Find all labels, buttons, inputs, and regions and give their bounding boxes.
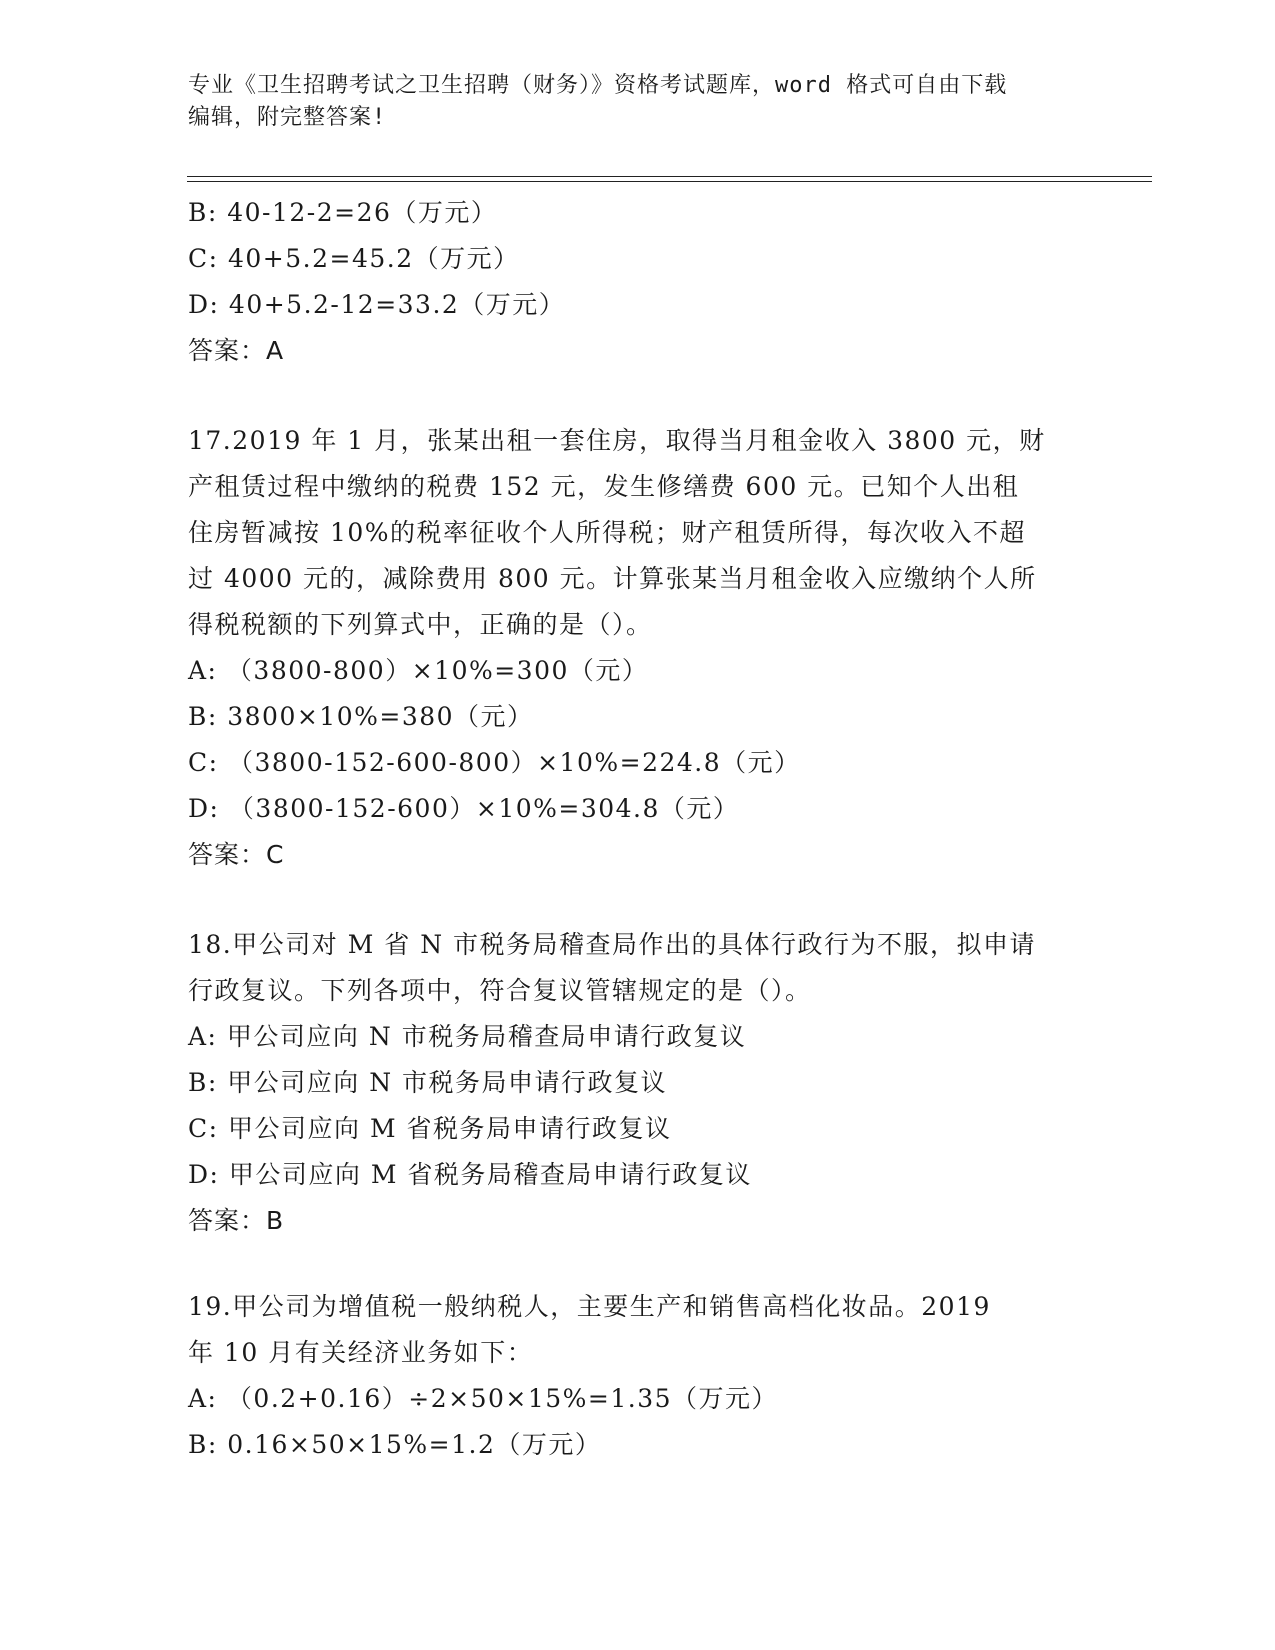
header-line-1: 专业《卫生招聘考试之卫生招聘（财务）》资格考试题库，word 格式可自由下载 bbox=[188, 73, 1008, 98]
q17-answer: 答案：C bbox=[188, 840, 285, 869]
q17-stem-line: 得税税额的下列算式中，正确的是（）。 bbox=[188, 610, 653, 639]
q17-option-a: A: （3800-800）×10%=300（元） bbox=[188, 656, 649, 685]
q18-answer: 答案：B bbox=[188, 1206, 285, 1235]
q19-stem-line: 19.甲公司为增值税一般纳税人，主要生产和销售高档化妆品。2019 bbox=[188, 1292, 991, 1321]
document-header bbox=[188, 70, 1088, 134]
question-19 bbox=[188, 1284, 1088, 1468]
q19-stem-line: 年 10 月有关经济业务如下： bbox=[188, 1338, 534, 1367]
question-16 bbox=[188, 190, 1088, 374]
q17-stem-line: 产租赁过程中缴纳的税费 152 元，发生修缮费 600 元。已知个人出租 bbox=[188, 472, 1020, 501]
q16-option-d: D: 40+5.2-12=33.2（万元） bbox=[188, 290, 566, 319]
q16-option-c: C: 40+5.2=45.2（万元） bbox=[188, 244, 520, 273]
q17-option-c: C: （3800-152-600-800）×10%=224.8（元） bbox=[188, 748, 801, 777]
q16-option-b: B: 40-12-2=26（万元） bbox=[188, 198, 498, 227]
q17-stem-line: 过 4000 元的，减除费用 800 元。计算张某当月租金收入应缴纳个人所 bbox=[188, 564, 1037, 593]
header-divider-bottom bbox=[187, 181, 1152, 182]
q18-option-b: B: 甲公司应向 N 市税务局申请行政复议 bbox=[188, 1068, 668, 1097]
question-content bbox=[188, 190, 1088, 1468]
q17-stem-line: 住房暂减按 10%的税率征收个人所得税；财产租赁所得，每次收入不超 bbox=[188, 518, 1027, 547]
q17-stem-line: 17.2019 年 1 月，张某出租一套住房，取得当月租金收入 3800 元，财 bbox=[188, 426, 1046, 455]
q19-option-a: A: （0.2+0.16）÷2×50×15%=1.35（万元） bbox=[188, 1384, 779, 1413]
q17-option-b: B: 3800×10%=380（元） bbox=[188, 702, 534, 731]
q18-option-d: D: 甲公司应向 M 省税务局稽查局申请行政复议 bbox=[188, 1160, 752, 1189]
question-17 bbox=[188, 418, 1088, 878]
q18-stem-line: 18.甲公司对 M 省 N 市税务局稽查局作出的具体行政行为不服，拟申请 bbox=[188, 930, 1037, 959]
q17-option-d: D: （3800-152-600）×10%=304.8（元） bbox=[188, 794, 740, 823]
q16-answer: 答案：A bbox=[188, 336, 285, 365]
q18-stem-line: 行政复议。下列各项中，符合复议管辖规定的是（）。 bbox=[188, 976, 812, 1005]
header-divider-top bbox=[187, 176, 1152, 177]
q18-option-a: A: 甲公司应向 N 市税务局稽查局申请行政复议 bbox=[188, 1022, 747, 1051]
spacer bbox=[188, 878, 1088, 922]
q18-option-c: C: 甲公司应向 M 省税务局申请行政复议 bbox=[188, 1114, 672, 1143]
spacer bbox=[188, 1244, 1088, 1284]
header-line-2: 编辑，附完整答案! bbox=[188, 105, 387, 130]
question-18 bbox=[188, 922, 1088, 1244]
spacer bbox=[188, 374, 1088, 418]
q19-option-b: B: 0.16×50×15%=1.2（万元） bbox=[188, 1430, 602, 1459]
